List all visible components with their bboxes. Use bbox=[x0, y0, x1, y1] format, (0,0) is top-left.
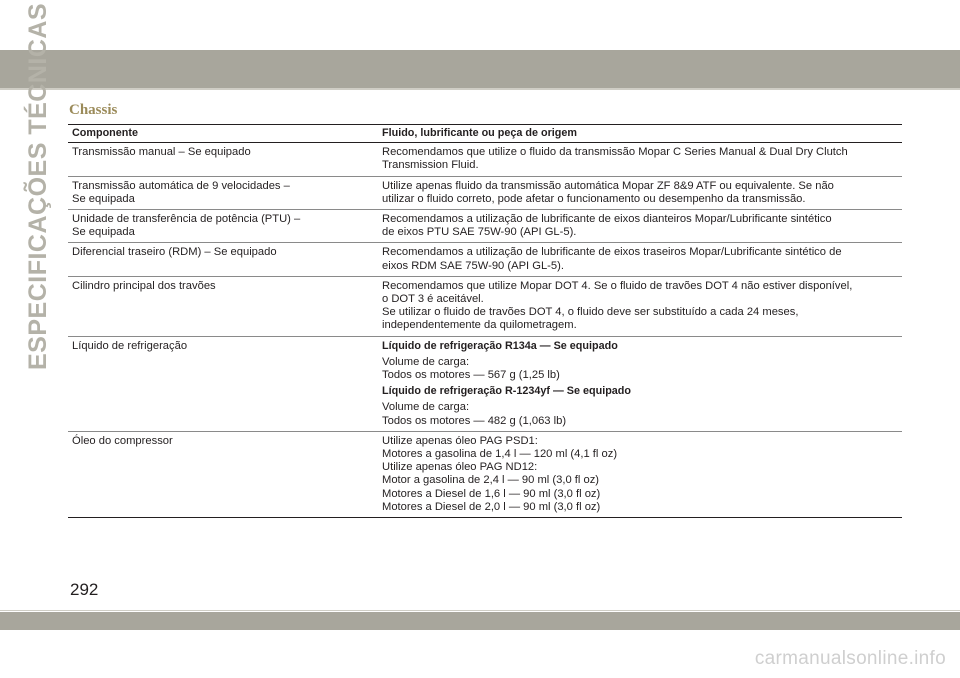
component-cell: Unidade de transferência de potência (PTU) – Se equipada bbox=[68, 210, 378, 243]
component-cell: Diferencial traseiro (RDM) – Se equipado bbox=[68, 243, 378, 276]
footer-band bbox=[0, 612, 960, 630]
component-cell: Transmissão manual – Se equipado bbox=[68, 143, 378, 176]
section-title: Chassis bbox=[69, 102, 118, 118]
component-cell: Óleo do compressor bbox=[68, 431, 378, 517]
footer-rule bbox=[0, 610, 960, 611]
table-row bbox=[68, 210, 902, 243]
column-header-fluid: Fluido, lubrificante ou peça de origem bbox=[378, 125, 902, 143]
coolant-r1234yf-title: Líquido de refrigeração R-1234yf — Se equipado bbox=[382, 385, 631, 398]
table-row bbox=[68, 176, 902, 209]
component-cell: Transmissão automática de 9 velocidades – Se equipada bbox=[68, 176, 378, 209]
table-row bbox=[68, 143, 902, 176]
header-band bbox=[0, 50, 960, 88]
header-rule bbox=[0, 88, 960, 90]
table-row bbox=[68, 336, 902, 431]
column-header-component: Componente bbox=[68, 125, 378, 143]
spec-cell: Recomendamos a utilização de lubrificante de eixos dianteiros Mopar/Lubrificante sintético de eixos PTU SAE 75W-90 (API GL-5). bbox=[378, 210, 902, 243]
chapter-side-title bbox=[20, 2, 60, 375]
chapter-side-title-text: ESPECIFICAÇÕES TÉCNICAS bbox=[24, 2, 52, 370]
spec-cell: Recomendamos a utilização de lubrificante de eixos traseiros Mopar/Lubrificante sintético de eixos RDM SAE 75W-90 (API GL-5). bbox=[378, 243, 902, 276]
component-cell: Líquido de refrigeração bbox=[68, 336, 378, 431]
table-row bbox=[68, 276, 902, 336]
table-row bbox=[68, 243, 902, 276]
spec-cell: Recomendamos que utilize Mopar DOT 4. Se o fluido de travões DOT 4 não estiver disponível, o DOT 3 é aceitável. Se utilizar o fluido de travões DOT 4, o fluido deve ser substituído a cada 24 meses, independentemente da quilometragem. bbox=[378, 276, 902, 336]
table-header-row bbox=[68, 125, 902, 143]
spec-cell: Utilize apenas fluido da transmissão automática Mopar ZF 8&9 ATF ou equivalente. Se não utilizar o fluido correto, pode afetar o funcionamento ou desempenho da transmissão. bbox=[378, 176, 902, 209]
table-row bbox=[68, 431, 902, 517]
spec-cell: Recomendamos que utilize o fluido da transmissão Mopar C Series Manual & Dual Dry Clutch Transmission Fluid. bbox=[378, 143, 902, 176]
spec-cell: Líquido de refrigeração R134a — Se equipado Volume de carga: Todos os motores — 567 g (1,25 lb) Líquido de refrigeração R-1234yf — Se equipado Volume de carga: Todos os motores — 482 g (1,063 lb) bbox=[378, 336, 902, 431]
fluids-table bbox=[68, 124, 902, 518]
component-cell: Cilindro principal dos travões bbox=[68, 276, 378, 336]
watermark-text: carmanualsonline.info bbox=[754, 648, 946, 669]
coolant-r134a-title: Líquido de refrigeração R134a — Se equipado bbox=[382, 339, 618, 352]
spec-cell: Utilize apenas óleo PAG PSD1: Motores a gasolina de 1,4 l — 120 ml (4,1 fl oz) Utilize apenas óleo PAG ND12: Motor a gasolina de 2,4 l — 90 ml (3,0 fl oz) Motores a Diesel de 1,6 l — 90 ml (3,0 fl oz) Motores a Diesel de 2,0 l — 90 ml (3,0 fl oz) bbox=[378, 431, 902, 517]
page-number: 292 bbox=[70, 580, 99, 599]
